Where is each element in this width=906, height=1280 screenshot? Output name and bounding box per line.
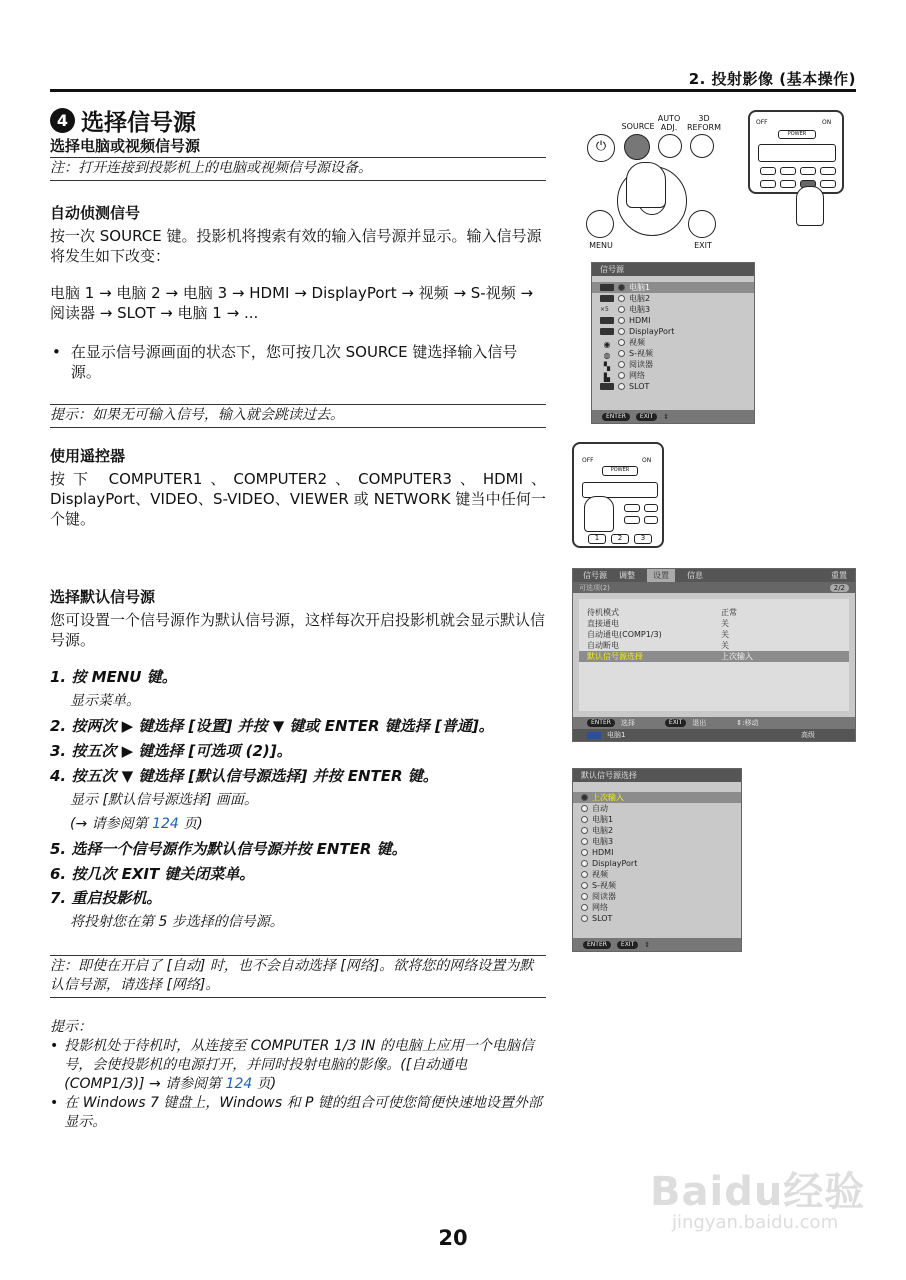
- list-item[interactable]: [573, 858, 741, 869]
- list-item[interactable]: [573, 869, 741, 880]
- menu-key-label: MENU: [589, 241, 613, 250]
- item-label: S-视频: [592, 881, 616, 890]
- radio-icon: [581, 805, 588, 812]
- item-label: 视频: [592, 870, 608, 879]
- page-link[interactable]: 124: [225, 1076, 253, 1092]
- power-key[interactable]: POWER: [602, 466, 638, 476]
- tips-block: [50, 1018, 546, 1132]
- setting-value: 正常: [721, 608, 737, 617]
- item-label: 自动: [592, 804, 608, 813]
- exit-key-hint: EXIT: [617, 941, 638, 949]
- hdmi-key[interactable]: [624, 504, 640, 512]
- setting-row[interactable]: [579, 607, 849, 618]
- tip-text-post: 页): [252, 1076, 277, 1092]
- control-panel-illustration: [582, 110, 728, 256]
- radio-icon: [581, 893, 588, 900]
- setting-value: 关: [721, 630, 729, 639]
- note-1: 注：打开连接到投影机上的电脑或视频信号源设备。: [50, 157, 546, 181]
- svideo-key[interactable]: [780, 167, 796, 175]
- setting-key: 待机模式: [587, 608, 619, 617]
- menu-button[interactable]: [586, 210, 614, 238]
- status-bar: [573, 729, 855, 741]
- computer-icon: [587, 732, 601, 739]
- item-label: DisplayPort: [629, 327, 675, 336]
- tips-label: 提示：: [50, 1019, 92, 1035]
- power-button[interactable]: [587, 134, 615, 162]
- item-label: 阅读器: [629, 360, 653, 369]
- list-item[interactable]: [592, 381, 754, 392]
- sub-heading-select-source: 选择电脑或视频信号源: [50, 137, 201, 155]
- key-1[interactable]: 1: [588, 534, 606, 544]
- menu-tabs: [573, 569, 855, 582]
- radio-icon: [581, 849, 588, 856]
- auto-adj-key-label: AUTO ADJ.: [657, 114, 681, 132]
- hand-pointer-icon: [584, 496, 614, 532]
- bullet-text: 在显示信号源画面的状态下，您可按几次 SOURCE 键选择输入信号源。: [70, 343, 518, 381]
- item-label: 电脑1: [629, 283, 651, 292]
- item-label: 电脑2: [629, 294, 651, 303]
- computer-icon: [600, 295, 614, 302]
- setting-key: 直接通电: [587, 619, 619, 628]
- radio-icon: [618, 383, 625, 390]
- item-label: 阅读器: [592, 892, 616, 901]
- radio-icon: [581, 871, 588, 878]
- help-bar: [573, 717, 855, 729]
- tab-adjust[interactable]: 调整: [619, 571, 635, 580]
- bullet-item: [52, 342, 546, 382]
- displayport-key[interactable]: [644, 504, 658, 512]
- radio-icon: [618, 328, 625, 335]
- reform-button[interactable]: [690, 134, 714, 158]
- step-4-sub: 显示 [默认信号源选择] 画面。: [70, 792, 258, 808]
- page-indicator: 2/2: [830, 584, 849, 592]
- off-label: OFF: [582, 457, 594, 464]
- radio-icon: [618, 361, 625, 368]
- list-item[interactable]: [573, 836, 741, 847]
- item-label: 网络: [629, 371, 645, 380]
- item-label: 电脑2: [592, 826, 614, 835]
- enter-key-hint: ENTER: [587, 719, 615, 727]
- list-item[interactable]: [573, 814, 741, 825]
- remote-control-top: [748, 110, 844, 194]
- item-label: SLOT: [592, 914, 613, 923]
- item-label: 电脑1: [592, 815, 614, 824]
- step-6: 6. 按几次 EXIT 键关闭菜单。: [50, 865, 255, 883]
- item-label: 视频: [629, 338, 645, 347]
- setting-key: 自动断电: [587, 641, 619, 650]
- setting-value: 关: [721, 619, 729, 628]
- on-label: ON: [642, 457, 652, 464]
- screen-title: 信号源: [592, 263, 754, 276]
- remote-control-middle: [572, 442, 664, 548]
- list-item[interactable]: [592, 282, 754, 293]
- bullet-mark: •: [52, 343, 61, 361]
- list-item[interactable]: [592, 304, 754, 315]
- hdmi-key[interactable]: [800, 167, 816, 175]
- radio-icon: [618, 295, 625, 302]
- section-number: 4: [50, 108, 75, 133]
- setting-value: 上次输入: [721, 652, 753, 661]
- tip-text-pre: 投影机处于待机时，从连接至 COMPUTER 1/3 IN 的电脑上应用一个电脑信号，会使投影机的电源打开，并同时投射电脑的影像。([自动通电 (COMP1/3)] → 请参阅第: [64, 1038, 534, 1092]
- setting-row[interactable]: [579, 629, 849, 640]
- tip-bullet-2: [50, 1094, 546, 1132]
- default-source-paragraph: 您可设置一个信号源作为默认信号源，这样每次开启投影机就会显示默认信号源。: [50, 611, 546, 649]
- radio-icon: [618, 317, 625, 324]
- step-2: 2. 按两次 ▶ 键选择 [设置] 并按 ▼ 键或 ENTER 键选择 [普通]。: [50, 717, 494, 735]
- exit-key-hint: EXIT: [665, 719, 686, 727]
- video-icon: ◉: [603, 340, 611, 349]
- computer-icon: [600, 284, 614, 291]
- radio-icon: [581, 838, 588, 845]
- times-five-label: ×5: [600, 306, 609, 313]
- exit-hint-text: 退出: [692, 719, 707, 727]
- network-icon: ▙: [603, 373, 611, 382]
- list-item[interactable]: [573, 913, 741, 924]
- page-number: 20: [438, 1226, 468, 1250]
- video-key[interactable]: [760, 167, 776, 175]
- list-item[interactable]: [573, 792, 741, 803]
- screen-help-bar: [592, 410, 754, 423]
- item-label: HDMI: [629, 316, 651, 325]
- step-4: 4. 按五次 ▼ 键选择 [默认信号源选择] 并按 ENTER 键。: [50, 767, 438, 785]
- list-item[interactable]: [573, 891, 741, 902]
- default-source-heading: 选择默认信号源: [50, 588, 156, 606]
- list-item[interactable]: [573, 803, 741, 814]
- item-label: 电脑3: [629, 305, 651, 314]
- item-label: 上次输入: [592, 793, 624, 802]
- step-7-sub: 将投射您在第 5 步选择的信号源。: [70, 914, 284, 930]
- slot-icon: [600, 383, 614, 390]
- hdmi-icon: [600, 317, 614, 324]
- item-label: SLOT: [629, 382, 650, 391]
- item-label: HDMI: [592, 848, 614, 857]
- radio-icon: [581, 882, 588, 889]
- chapter-header: 2. 投射影像 (基本操作): [688, 70, 856, 88]
- source-cycle-paragraph: 电脑 1 → 电脑 2 → 电脑 3 → HDMI → DisplayPort → 视频 → S-视频 → 阅读器 → SLOT → 电脑 1 → ...: [50, 284, 534, 322]
- item-label: S-视频: [629, 349, 653, 358]
- watermark-url: jingyan.baidu.com: [672, 1212, 839, 1233]
- bullet-mark: •: [50, 1095, 59, 1111]
- setting-row-selected[interactable]: [579, 651, 849, 662]
- auto-adj-button[interactable]: [658, 134, 682, 158]
- setting-key: 默认信号源选择: [587, 652, 643, 661]
- pip-key[interactable]: [644, 516, 658, 524]
- viewer-icon: ▚: [603, 362, 611, 371]
- tab-setup[interactable]: 设置: [647, 569, 675, 582]
- exit-key-hint: EXIT: [636, 413, 657, 421]
- setting-row[interactable]: [579, 618, 849, 629]
- item-label: 电脑3: [592, 837, 614, 846]
- network-key[interactable]: [780, 180, 796, 188]
- section-title: [50, 104, 196, 137]
- radio-icon: [618, 306, 625, 313]
- power-icon: ⏻: [595, 139, 607, 154]
- step-1-sub: 显示菜单。: [70, 693, 140, 709]
- list-item[interactable]: [592, 326, 754, 337]
- note-2: 注：即使在开启了 [自动] 时，也不会自动选择 [网络]。欲将您的网络设置为默认信号源，请选择 [网络]。: [50, 955, 546, 998]
- radio-icon: [618, 339, 625, 346]
- list-item[interactable]: [573, 847, 741, 858]
- power-key[interactable]: POWER: [778, 130, 816, 139]
- page-link[interactable]: 124: [152, 816, 179, 832]
- list-item[interactable]: [592, 337, 754, 348]
- radio-icon: [618, 350, 625, 357]
- enter-key-hint: ENTER: [583, 941, 611, 949]
- list-item[interactable]: [573, 902, 741, 913]
- displayport-icon: [600, 328, 614, 335]
- tip-1: 提示：如果无可输入信号，输入就会跳读过去。: [50, 404, 546, 428]
- hand-pointer-icon: [626, 162, 666, 208]
- list-item[interactable]: [592, 315, 754, 326]
- tip-text: 在 Windows 7 键盘上，Windows 和 P 键的组合可使您简便快速地设置外部显示。: [64, 1095, 542, 1130]
- radio-icon: [581, 915, 588, 922]
- key-3[interactable]: 3: [634, 534, 652, 544]
- displayport-key[interactable]: [820, 167, 836, 175]
- source-button[interactable]: [624, 134, 650, 160]
- screen-help-bar: [573, 938, 741, 951]
- radio-icon: [581, 827, 588, 834]
- tab-info[interactable]: 信息: [687, 571, 703, 580]
- off-label: OFF: [756, 119, 768, 126]
- step-4-ref: [70, 813, 203, 833]
- radio-icon: [581, 794, 588, 801]
- hand-pointer-icon: [796, 186, 824, 226]
- step-5: 5. 选择一个信号源作为默认信号源并按 ENTER 键。: [50, 840, 407, 858]
- list-item[interactable]: [573, 880, 741, 891]
- status-source: 电脑1: [607, 731, 626, 739]
- viewer-key[interactable]: [760, 180, 776, 188]
- list-item[interactable]: [592, 370, 754, 381]
- list-item[interactable]: [573, 825, 741, 836]
- settings-list: [579, 599, 849, 711]
- source-list: [592, 276, 754, 392]
- tip-bullet-1: [50, 1037, 546, 1094]
- svideo-icon: ◍: [603, 351, 611, 360]
- setup-menu-screen: [572, 568, 856, 742]
- ref-suffix: 页): [178, 816, 203, 832]
- source-key[interactable]: [624, 516, 640, 524]
- reform-key-label: 3D REFORM: [687, 114, 721, 132]
- default-source-screen: [572, 768, 742, 952]
- bullet-mark: •: [50, 1038, 59, 1054]
- radio-icon: [618, 372, 625, 379]
- auto-detect-heading: 自动侦测信号: [50, 204, 141, 222]
- list-item[interactable]: [592, 293, 754, 304]
- list-item[interactable]: [592, 359, 754, 370]
- tip-text: [64, 1037, 546, 1094]
- enter-key-hint: ENTER: [602, 413, 630, 421]
- subtab-options2[interactable]: 可选项(2): [579, 583, 610, 592]
- updown-arrow-icon: ⇕: [663, 412, 670, 421]
- header-rule: [50, 89, 856, 92]
- source-key-label: SOURCE: [621, 122, 655, 131]
- section-title-text: 选择信号源: [81, 110, 196, 136]
- radio-icon: [581, 816, 588, 823]
- item-label: DisplayPort: [592, 859, 638, 868]
- radio-icon: [581, 904, 588, 911]
- computer-key-group[interactable]: [758, 144, 836, 162]
- ref-prefix: (→ 请参阅第: [70, 816, 153, 832]
- on-label: ON: [822, 119, 832, 126]
- list-item[interactable]: [592, 348, 754, 359]
- auto-detect-paragraph: 按一次 SOURCE 键。投影机将搜索有效的输入信号源并显示。输入信号源将发生如下改变：: [50, 227, 542, 265]
- key-2[interactable]: 2: [611, 534, 629, 544]
- updown-arrow-icon: ⇕: [644, 940, 651, 949]
- exit-key-label: EXIT: [694, 241, 712, 250]
- setting-row[interactable]: [579, 640, 849, 651]
- remote-heading: 使用遥控器: [50, 447, 126, 465]
- step-1: 1. 按 MENU 键。: [50, 668, 177, 686]
- tab-source[interactable]: 信号源: [583, 571, 607, 580]
- step-3: 3. 按五次 ▶ 键选择 [可选项 (2)]。: [50, 742, 292, 760]
- enter-hint-text: 选择: [620, 719, 635, 727]
- exit-button[interactable]: [688, 210, 716, 238]
- move-hint: ⇕:移动: [736, 719, 759, 727]
- radio-icon: [581, 860, 588, 867]
- radio-icon: [618, 284, 625, 291]
- source-menu-screen: [591, 262, 755, 424]
- default-source-list: [573, 782, 741, 924]
- setting-value: 关: [721, 641, 729, 650]
- subtab-bar: [573, 582, 855, 593]
- item-label: 网络: [592, 903, 608, 912]
- setting-key: 自动通电(COMP1/3): [587, 630, 662, 639]
- watermark-brand: Baidu经验: [650, 1169, 866, 1215]
- pip-key[interactable]: [820, 180, 836, 188]
- screen-title: 默认信号源选择: [573, 769, 741, 782]
- remote-paragraph: 按下 COMPUTER1、COMPUTER2、COMPUTER3、HDMI、DisplayPort、VIDEO、S-VIDEO、VIEWER 或 NETWORK 键当中任何一个键。: [50, 470, 546, 528]
- status-mode: 高级: [801, 731, 815, 739]
- tab-reset[interactable]: 重置: [831, 571, 847, 580]
- step-7: 7. 重启投影机。: [50, 889, 162, 907]
